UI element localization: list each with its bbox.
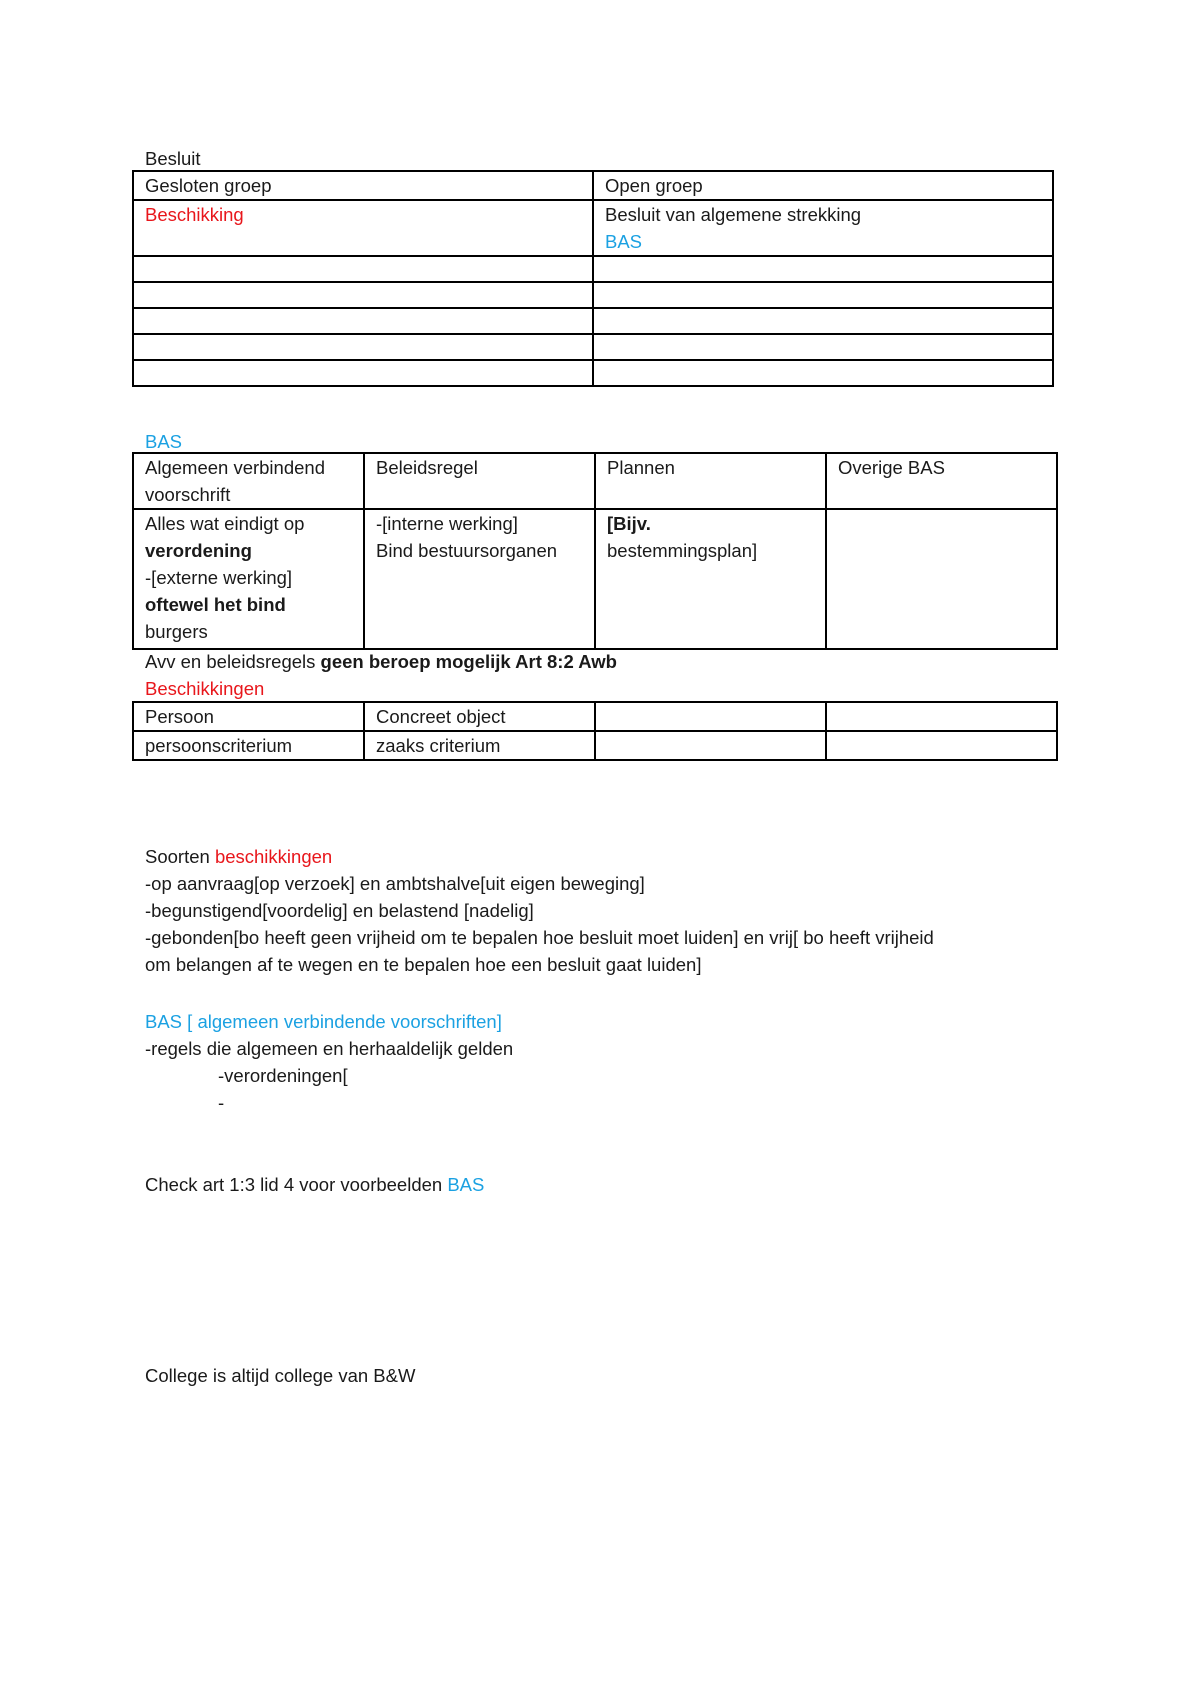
soorten-line-3: -gebonden[bo heeft geen vrijheid om te bepalen hoe besluit moet luiden] en vrij[ bo heeft vrijheid xyxy=(145,927,934,948)
table-row xyxy=(133,702,1057,731)
avv-line-2: verordening xyxy=(145,540,252,561)
bas-label: BAS xyxy=(605,231,643,252)
beschikkingen-heading: Beschikkingen xyxy=(145,678,265,699)
bas-avv-heading: BAS [ algemeen verbindende voorschriften] xyxy=(145,1011,502,1032)
table-row xyxy=(133,308,1053,334)
cell-empty xyxy=(826,731,1057,760)
cell-concreet-object: Concreet object xyxy=(364,702,595,731)
bas-regels-line: -regels die algemeen en herhaaldelijk gelden xyxy=(145,1038,514,1059)
header-overige-bas: Overige BAS xyxy=(826,453,1057,509)
avv-beroep-line xyxy=(145,648,617,675)
cell-avv-description xyxy=(133,509,364,649)
plannen-line-2: bestemmingsplan] xyxy=(607,540,758,561)
soorten-line-2: -begunstigend[voordelig] en belastend [nadelig] xyxy=(145,900,534,921)
table-row xyxy=(133,731,1057,760)
beschikking-label: Beschikking xyxy=(145,204,244,225)
besluit-algemene-strekking-text: Besluit van algemene strekking xyxy=(605,204,862,225)
avv-line-5: burgers xyxy=(145,621,208,642)
college-line: College is altijd college van B&W xyxy=(145,1365,416,1386)
cell-plannen-description xyxy=(595,509,826,649)
bas-heading: BAS xyxy=(145,431,183,452)
beschikkingen-table xyxy=(132,701,1058,761)
table-header-open-groep: Open groep xyxy=(593,171,1053,200)
cell-overige-bas xyxy=(826,509,1057,649)
table-row xyxy=(133,282,1053,308)
avv-line-4: oftewel het bind xyxy=(145,594,286,615)
avv-beroep-normal: Avv en beleidsregels xyxy=(145,651,321,672)
cell-zaaks-criterium: zaaks criterium xyxy=(364,731,595,760)
bas-verordeningen-line: -verordeningen[ xyxy=(218,1065,348,1086)
table-cell-beschikking xyxy=(133,200,593,256)
soorten-prefix: Soorten xyxy=(145,846,215,867)
soorten-highlight: beschikkingen xyxy=(214,846,333,867)
besluit-table xyxy=(132,170,1054,387)
plannen-line-1: [Bijv. xyxy=(607,513,651,534)
bas-dash-line: - xyxy=(218,1092,225,1113)
besluit-heading: Besluit xyxy=(145,148,201,169)
avv-line-3b: externe werking] xyxy=(156,567,293,588)
soorten-heading xyxy=(145,843,332,870)
avv-line-3a: -[ xyxy=(145,567,157,588)
cell-empty xyxy=(595,731,826,760)
check-art-line xyxy=(145,1171,484,1198)
cell-empty xyxy=(826,702,1057,731)
avv-beroep-bold: geen beroep mogelijk Art 8:2 Awb xyxy=(320,651,617,672)
header-plannen: Plannen xyxy=(595,453,826,509)
cell-beleidsregel-description xyxy=(364,509,595,649)
check-art-normal: Check art 1:3 lid 4 voor voorbeelden xyxy=(145,1174,448,1195)
table-row xyxy=(133,334,1053,360)
table-header-gesloten-groep: Gesloten groep xyxy=(133,171,593,200)
cell-persoonscriterium: persoonscriterium xyxy=(133,731,364,760)
beleidsregel-line-1: -[interne werking] xyxy=(376,513,518,534)
header-algemeen-verbindend-voorschrift: Algemeen verbindend voorschrift xyxy=(133,453,364,509)
check-art-highlight: BAS xyxy=(447,1174,485,1195)
cell-empty xyxy=(595,702,826,731)
table-cell-bas xyxy=(593,200,1053,256)
avv-line-1: Alles wat eindigt op xyxy=(145,513,305,534)
table-row xyxy=(133,256,1053,282)
bas-table xyxy=(132,452,1058,650)
soorten-line-1: -op aanvraag[op verzoek] en ambtshalve[uit eigen beweging] xyxy=(145,873,645,894)
table-row xyxy=(133,360,1053,386)
soorten-line-4: om belangen af te wegen en te bepalen hoe een besluit gaat luiden] xyxy=(145,954,702,975)
cell-persoon: Persoon xyxy=(133,702,364,731)
header-beleidsregel: Beleidsregel xyxy=(364,453,595,509)
beleidsregel-line-2: Bind bestuursorganen xyxy=(376,540,558,561)
